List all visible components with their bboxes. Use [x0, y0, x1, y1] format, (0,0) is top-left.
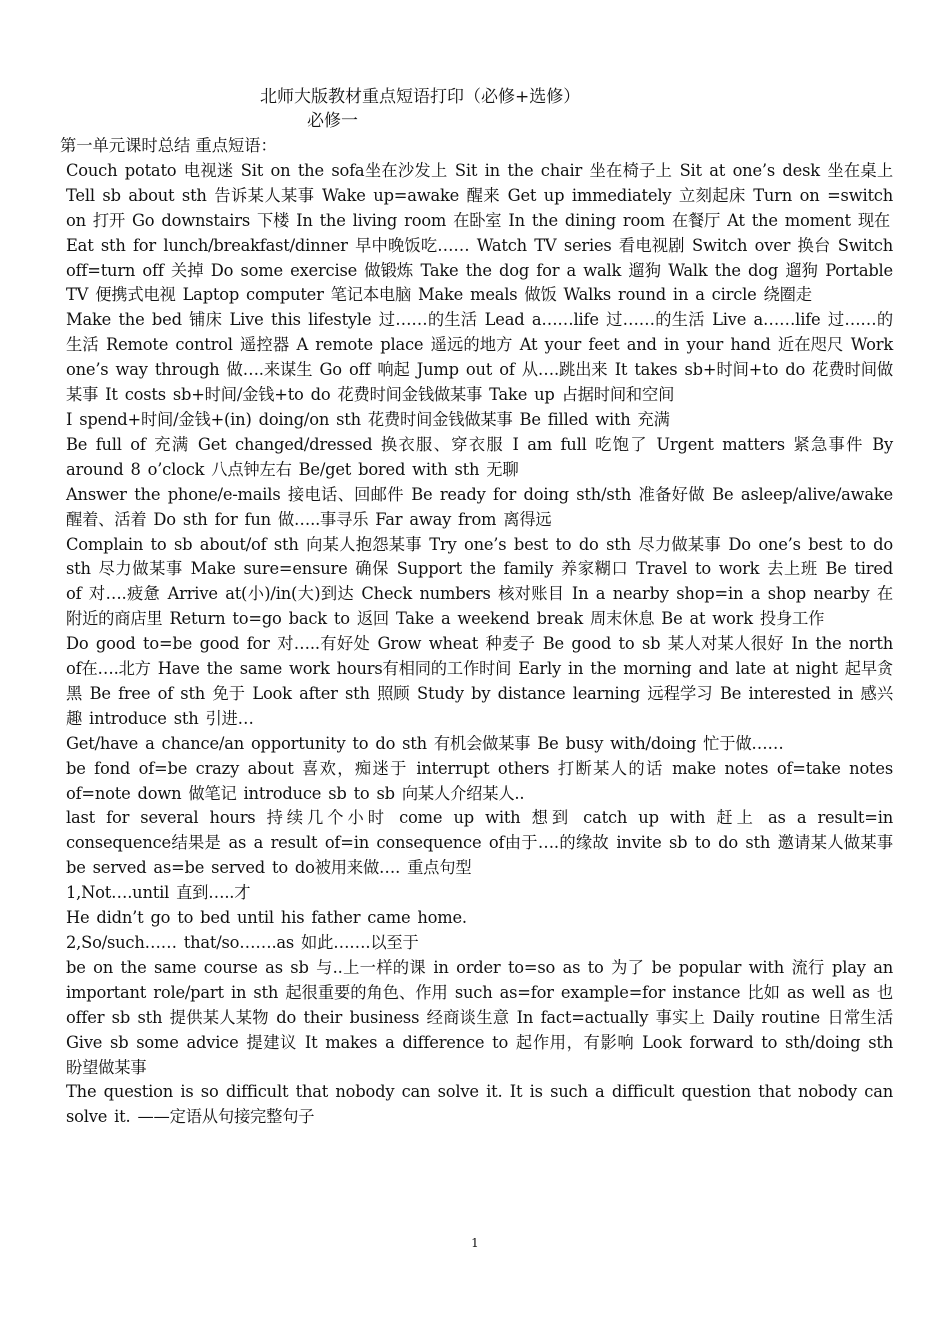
paragraph: last for several hours 持续几个小时 come up with 想到 catch up with 赶上 as a result=in consequence结果是 as a result of=in consequence of由于….的缘故 invite sb to do sth 邀请某人做某事 be served as=be served to do被用来做…. 重点句型	[66, 808, 893, 878]
document-subtitle: 必修一	[307, 111, 358, 131]
paragraph: Be full of 充满 Get changed/dressed 换衣服、穿衣服 I am full 吃饱了 Urgent matters 紧急事件 By around 8 o’clock 八点钟左右 Be/get bored with sth 无聊	[66, 434, 893, 479]
paragraph: Complain to sb about/of sth 向某人抱怨某事 Try one’s best to do sth 尽力做某事 Do one’s best to do sth 尽力做某事 Make sure=ensure 确保 Support the family 养家糊口 Travel to work 去上班 Be tired of 对….疲惫 Arrive at(小)/in(大)到达 Check numbers 核对账目 In a nearby shop=in a shop nearby 在附近的商店里 Return to=go back to 返回 Take a weekend break 周末休息 Be at work 投身工作	[66, 534, 893, 629]
paragraph: Get/have a chance/an opportunity to do sth 有机会做某事 Be busy with/doing 忙于做……	[66, 733, 784, 753]
paragraph: be fond of=be crazy about 喜欢，痴迷于 interrupt others 打断某人的话 make notes of=take notes of=note down 做笔记 introduce sb to sb 向某人介绍某人..	[66, 758, 893, 803]
paragraph: Make the bed 铺床 Live this lifestyle 过……的生活 Lead a……life 过……的生活 Live a……life 过……的生活 Remote control 遥控器 A remote place 遥远的地方 At your feet and in your hand 近在咫尺 Work one’s way through 做….来谋生 Go off 响起 Jump out of 从….跳出来 It takes sb+时间+to do 花费时间做某事 It costs sb+时间/金钱+to do 花费时间金钱做某事 Take up 占据时间和空间	[66, 310, 893, 405]
paragraph: I spend+时间/金钱+(in) doing/on sth 花费时间金钱做某事 Be filled with 充满	[66, 409, 670, 429]
paragraph: He didn’t go to bed until his father came home.	[66, 908, 467, 928]
section-heading: 第一单元课时总结 重点短语：	[60, 136, 277, 155]
paragraph: 2,So/such…… that/so…….as 如此…….以至于	[66, 933, 419, 952]
paragraph: Couch potato 电视迷 Sit on the sofa坐在沙发上 Sit in the chair 坐在椅子上 Sit at one’s desk 坐在桌上 Tell sb about sth 告诉某人某事 Wake up=awake 醒来 Get up immediately 立刻起床 Turn on =switch on 打开 Go downstairs 下楼 In the living room 在卧室 In the dining room 在餐厅 At the moment 现在	[66, 160, 893, 230]
paragraph: The question is so difficult that nobody can solve it. It is such a difficult question that nobody can solve it. ——定语从句接完整句子	[66, 1082, 893, 1127]
paragraph: Answer the phone/e-mails 接电话、回邮件 Be ready for doing sth/sth 准备好做 Be asleep/alive/awake 醒着、活着 Do sth for fun 做…..事寻乐 Far away from 离得远	[66, 484, 893, 529]
paragraph: 1,Not….until 直到…..才	[66, 883, 251, 903]
document-body	[60, 134, 893, 1130]
paragraph: Do good to=be good for 对…..有好处 Grow wheat 种麦子 Be good to sb 某人对某人很好 In the north of在….北方 Have the same work hours有相同的工作时间 Early in the morning and late at night 起早贪黑 Be free of sth 免于 Look after sth 照顾 Study by distance learning 远程学习 Be interested in 感兴趣 introduce sth 引进…	[66, 634, 893, 728]
page-number: 1	[471, 1236, 479, 1250]
paragraph: Eat sth for lunch/breakfast/dinner 早中晚饭吃…… Watch TV series 看电视剧 Switch over 换台 Switch off=turn off 关掉 Do some exercise 做锻炼 Take the dog for a walk 遛狗 Walk the dog 遛狗 Portable TV 便携式电视 Laptop computer 笔记本电脑 Make meals 做饭 Walks round in a circle 绕圈走	[66, 235, 893, 305]
paragraph: be on the same course as sb 与..上一样的课 in order to=so as to 为了 be popular with 流行 play an important role/part in sth 起很重要的角色、作用 such as=for example=for instance 比如 as well as 也 offer sb sth 提供某人某物 do their business 经商谈生意 In fact=actually 事实上 Daily routine 日常生活 Give sb some advice 提建议 It makes a difference to 起作用，有影响 Look forward to sth/doing sth 盼望做某事	[66, 957, 893, 1077]
document-title: 北师大版教材重点短语打印（必修+选修）	[260, 87, 581, 107]
